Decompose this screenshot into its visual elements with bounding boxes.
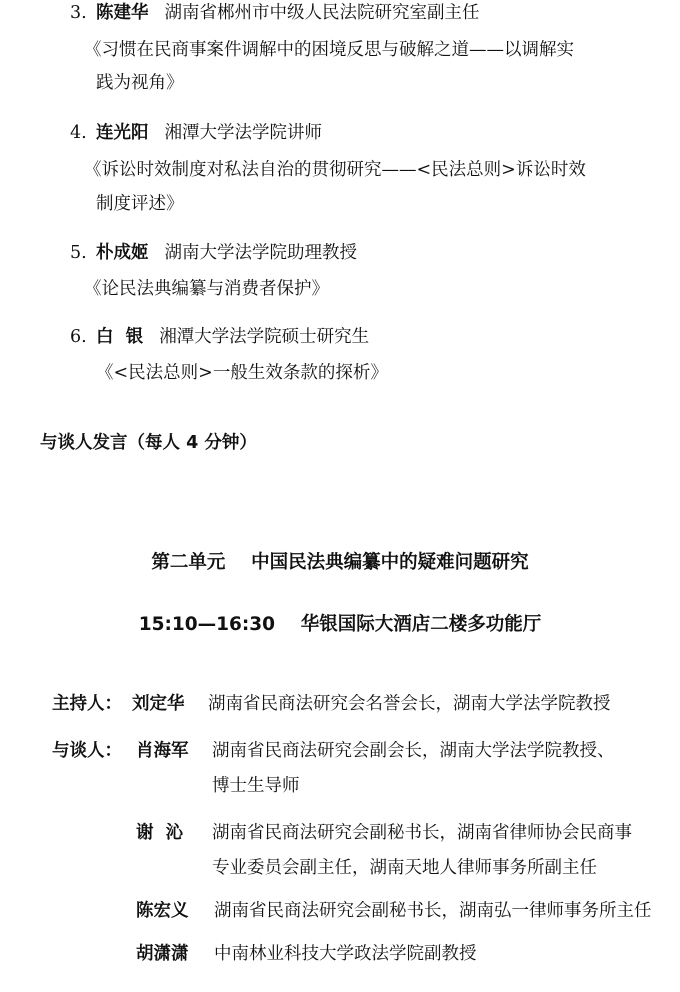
speaker-number: 4. xyxy=(70,123,87,143)
speaker-6-header xyxy=(70,326,369,348)
speaker-affiliation: 湖南大学法学院助理教授 xyxy=(164,243,357,263)
speaker-number: 5. xyxy=(70,243,87,263)
discussant-name: 谢 沁 xyxy=(136,823,184,843)
discussant-row-2 xyxy=(136,822,632,844)
host-description: 湖南省民商法研究会名誉会长，湖南大学法学院教授 xyxy=(208,694,611,714)
host-name: 刘定华 xyxy=(132,694,185,714)
discussant-1-description-line-2: 博士生导师 xyxy=(212,776,300,796)
speaker-3-paper-line-2: 践为视角》 xyxy=(96,73,184,93)
discussant-row-4 xyxy=(136,943,477,965)
discussant-name: 肖海军 xyxy=(136,741,189,761)
discussant-remarks-heading: 与谈人发言（每人 4 分钟） xyxy=(40,433,257,453)
speaker-4-paper-line-2: 制度评述》 xyxy=(96,194,184,214)
speaker-name: 陈建华 xyxy=(96,3,149,23)
speaker-affiliation: 湘潭大学法学院硕士研究生 xyxy=(159,327,370,347)
speaker-number: 3. xyxy=(70,3,87,23)
discussant-name: 陈宏义 xyxy=(136,901,189,921)
host-label: 主持人： xyxy=(52,694,122,714)
speaker-name: 朴成姬 xyxy=(96,243,149,263)
speaker-3-header xyxy=(70,2,480,24)
unit2-title: 第二单元 中国民法典编纂中的疑难问题研究 xyxy=(151,552,529,573)
speaker-name: 连光阳 xyxy=(96,123,149,143)
discussant-name: 胡潇潇 xyxy=(136,944,189,964)
speaker-affiliation: 湖南省郴州市中级人民法院研究室副主任 xyxy=(164,3,480,23)
discussant-row-1 xyxy=(52,740,615,762)
speaker-6-paper-line-1: 《<民法总则>一般生效条款的探析》 xyxy=(96,363,388,383)
speaker-name: 白 银 xyxy=(96,327,144,347)
speaker-number: 6. xyxy=(70,327,87,347)
discussant-2-description-line-2: 专业委员会副主任，湖南天地人律师事务所副主任 xyxy=(212,858,597,878)
speaker-5-paper-line-1: 《论民法典编纂与消费者保护》 xyxy=(84,279,329,299)
discussant-description-line-1: 湖南省民商法研究会副秘书长，湖南省律师协会民商事 xyxy=(212,823,632,843)
speaker-3-paper-line-1: 《习惯在民商事案件调解中的困境反思与破解之道——以调解实 xyxy=(84,40,574,60)
speaker-affiliation: 湘潭大学法学院讲师 xyxy=(164,123,322,143)
discussant-description-line-1: 中南林业科技大学政法学院副教授 xyxy=(214,944,477,964)
unit2-time-venue: 15:10—16:30 华银国际大酒店二楼多功能厅 xyxy=(138,614,542,635)
discussant-description-line-1: 湖南省民商法研究会副秘书长，湖南弘一律师事务所主任 xyxy=(214,901,652,921)
speaker-4-paper-line-1: 《诉讼时效制度对私法自治的贯彻研究——<民法总则>诉讼时效 xyxy=(84,160,586,180)
discussant-description-line-1: 湖南省民商法研究会副会长，湖南大学法学院教授、 xyxy=(212,741,615,761)
speaker-5-header xyxy=(70,242,357,264)
speaker-4-header xyxy=(70,122,322,144)
discussant-row-3 xyxy=(136,900,652,922)
host-row xyxy=(52,693,611,715)
discussants-label: 与谈人： xyxy=(52,741,122,761)
